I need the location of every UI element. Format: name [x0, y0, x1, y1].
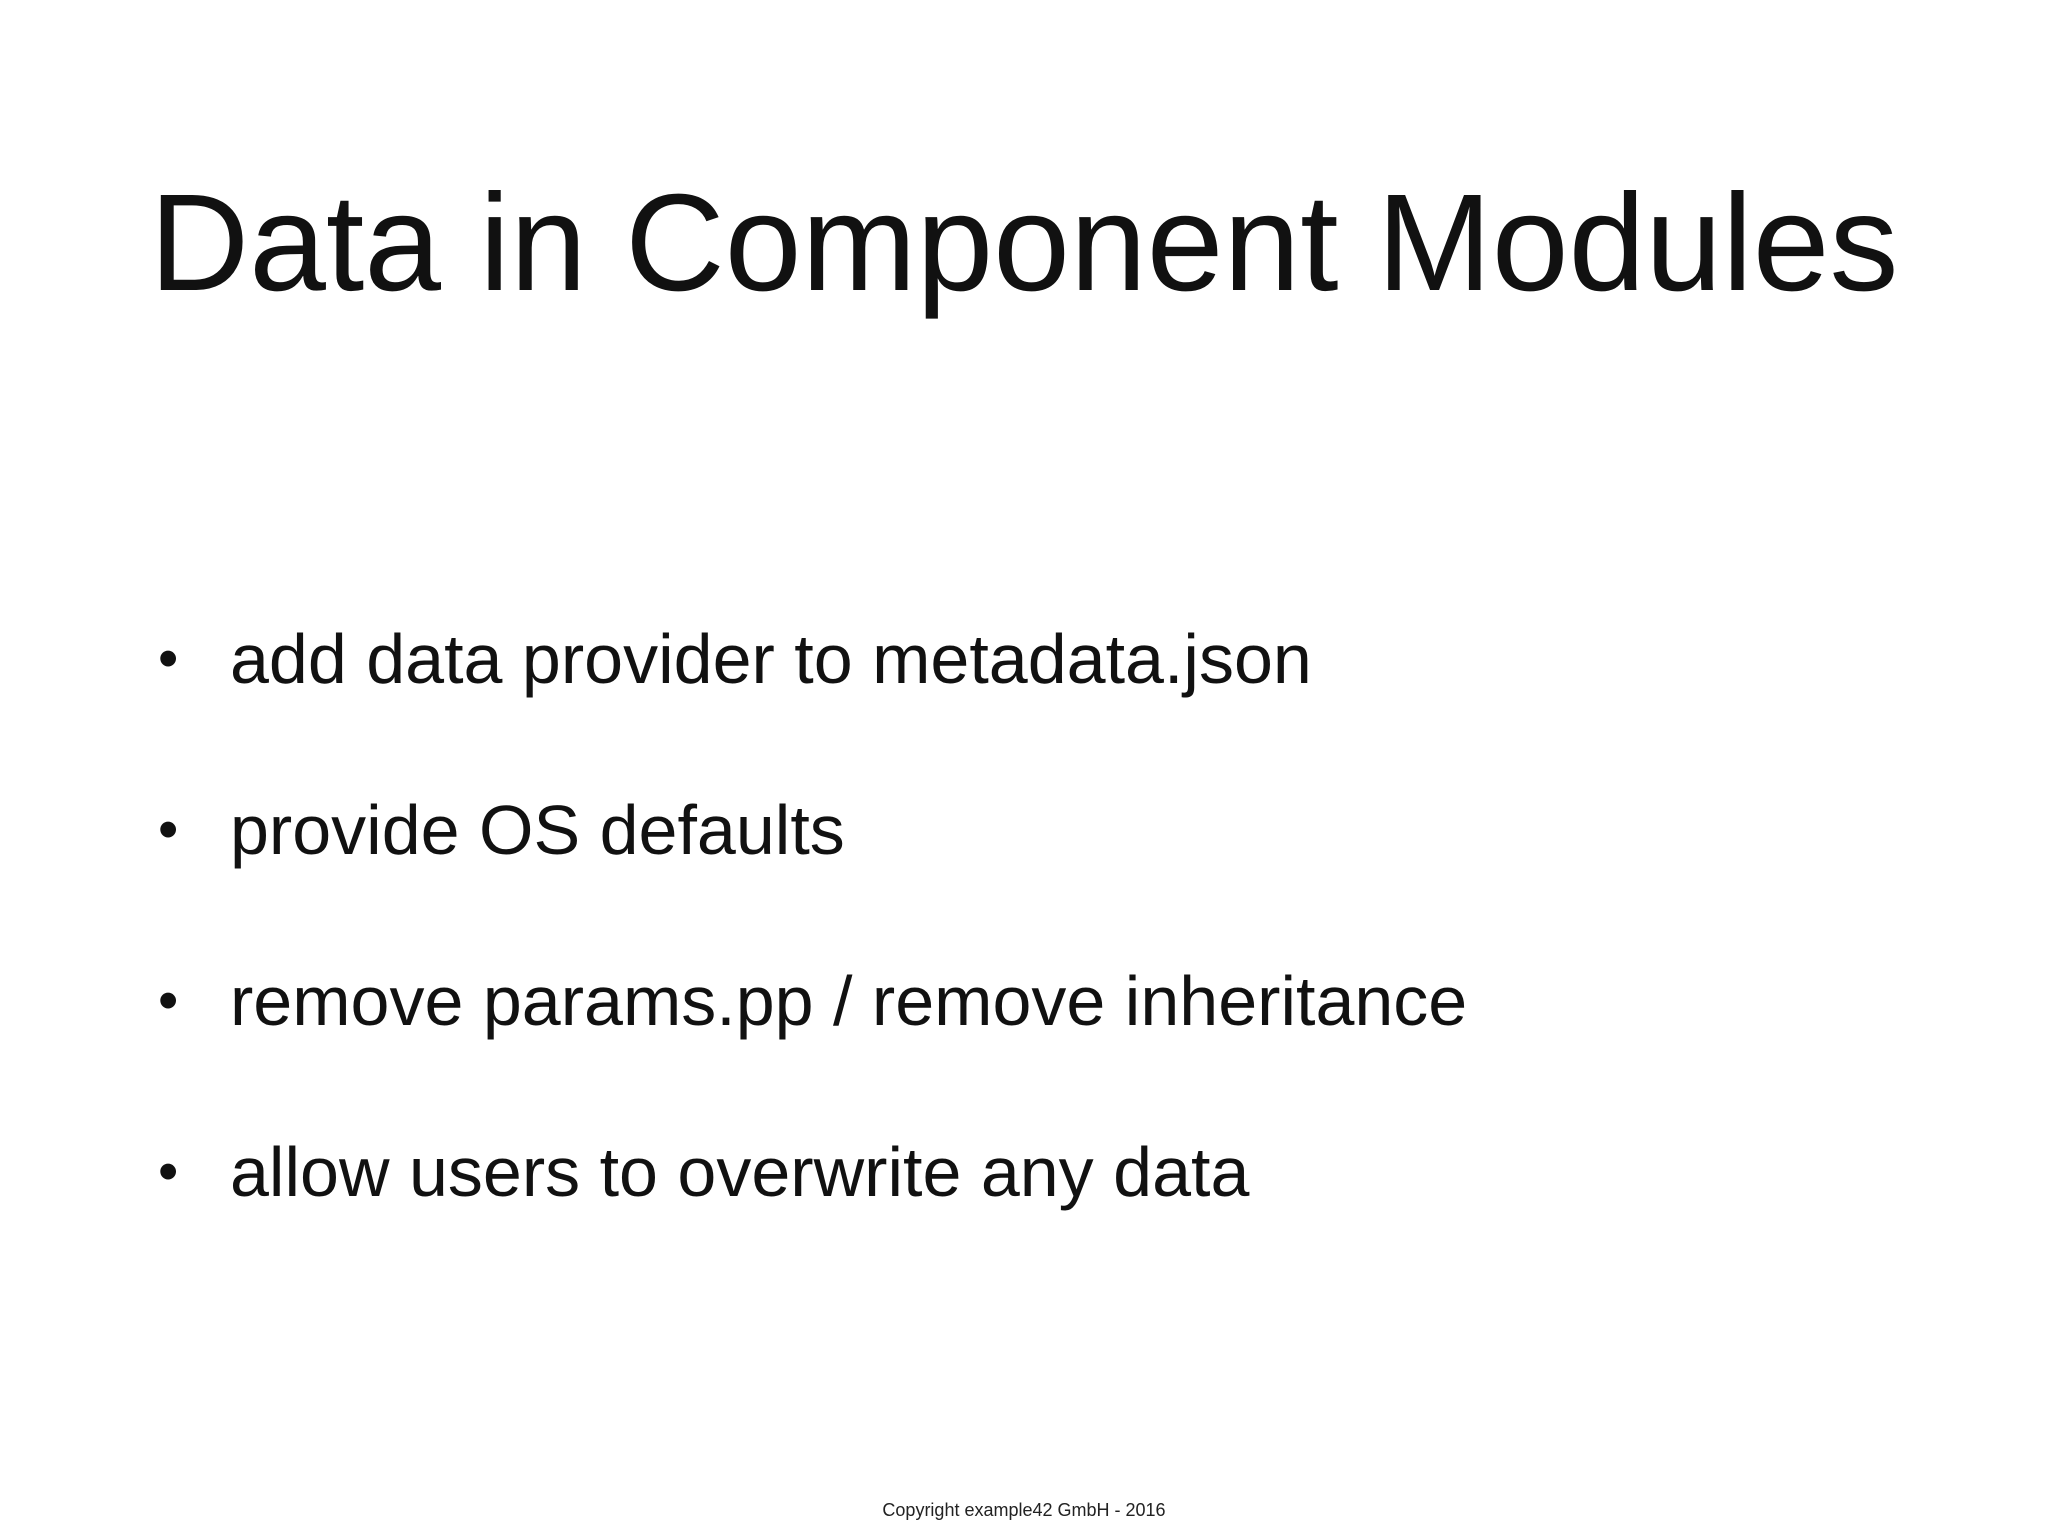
bullet-text: remove params.pp / remove inheritance: [230, 962, 1468, 1040]
bullet-list: [158, 616, 1978, 1300]
bullet-icon: •: [158, 1139, 179, 1204]
bullet-icon: •: [158, 968, 179, 1033]
list-item: [158, 1129, 1978, 1300]
list-item: [158, 616, 1978, 787]
bullet-text: allow users to overwrite any data: [230, 1133, 1250, 1211]
copyright-footer: Copyright example42 GmbH - 2016: [882, 1500, 1166, 1520]
bullet-text: provide OS defaults: [230, 791, 845, 869]
slide-title: Data in Component Modules: [149, 166, 1899, 320]
list-item: [158, 787, 1978, 958]
bullet-icon: •: [158, 797, 179, 862]
bullet-text: add data provider to metadata.json: [230, 620, 1312, 698]
list-item: [158, 958, 1978, 1129]
bullet-icon: •: [158, 626, 179, 691]
